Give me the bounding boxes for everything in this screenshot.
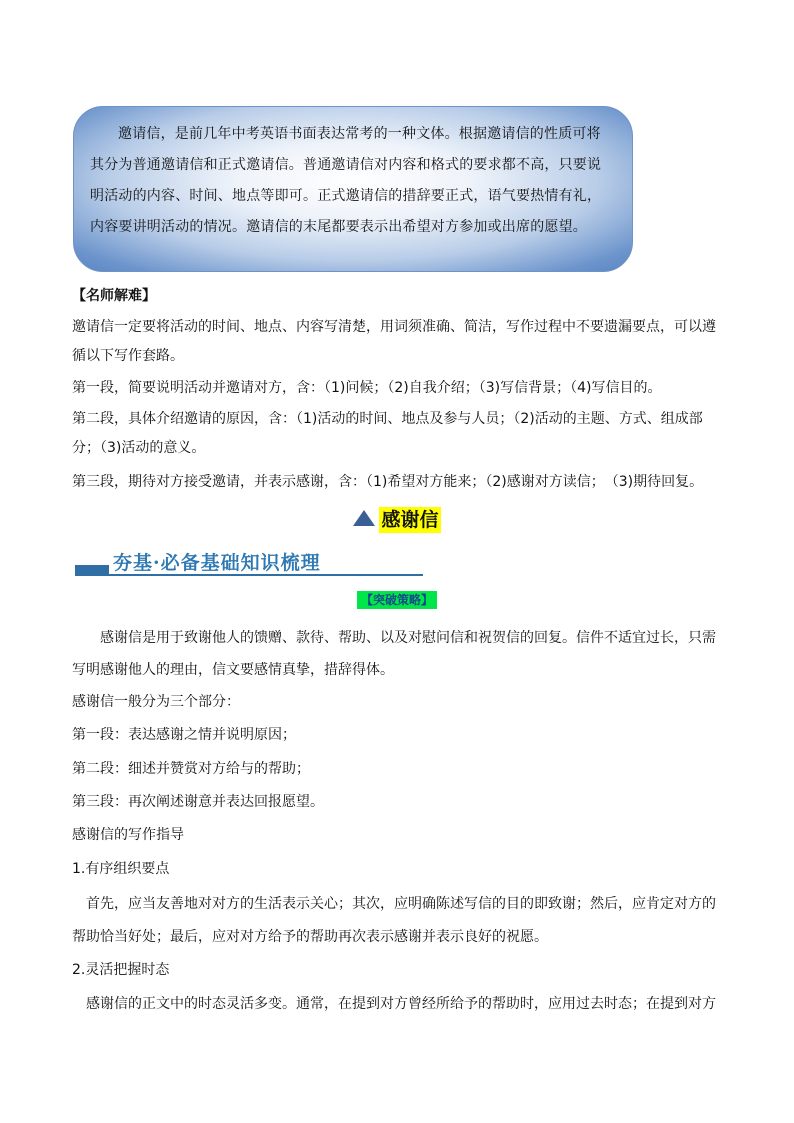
strategy-tag: 【突破策略】 [357, 591, 437, 609]
content-paragraph-10: 感谢信的正文中的时态灵活多变。通常，在提到对方曾经所给予的帮助时，应用过去时态；在提到对方 [86, 996, 716, 1012]
intro-line-3: 明活动的内容、时间、地点等即可。正式邀请信的措辞要正式，语气要热情有礼， [90, 188, 602, 204]
content-paragraph-4: 第二段：细述并赞赏对方给与的帮助； [72, 761, 310, 777]
section-banner [75, 548, 425, 578]
strategy-tag-row [0, 589, 794, 609]
teacher-paragraph-2: 第一段，简要说明活动并邀请对方，含：（1)问候；（2)自我介绍；（3)写信背景；（4)写信目的。 [72, 380, 662, 396]
content-paragraph-9: 2.灵活把握时态 [72, 962, 170, 978]
section-title [0, 507, 794, 533]
triangle-icon [353, 510, 375, 526]
content-paragraph-6: 感谢信的写作指导 [72, 827, 184, 843]
intro-callout-box [73, 106, 633, 272]
content-paragraph-5: 第三段：再次阐述谢意并表达回报愿望。 [72, 794, 324, 810]
teacher-paragraph-4: 第三段，期待对方接受邀请，并表示感谢，含：（1)希望对方能来；（2)感谢对方读信； （3)期待回复。 [72, 474, 704, 490]
teacher-heading: 【名师解难】 [72, 288, 156, 304]
banner-title: 夯基·必备基础知识梳理 [113, 552, 321, 574]
intro-line-1: 邀请信，是前几年中考英语书面表达常考的一种文体。根据邀请信的性质可将 [118, 126, 601, 142]
intro-line-2: 其分为普通邀请信和正式邀请信。普通邀请信对内容和格式的要求都不高，只要说 [90, 157, 602, 173]
section-title-text: 感谢信 [381, 509, 439, 531]
teacher-paragraph-1: 邀请信一定要将活动的时间、地点、内容写清楚，用词须准确、简洁，写作过程中不要遗漏要点，可以遵循以下写作套路。 [72, 319, 716, 364]
teacher-paragraph-3: 第二段，具体介绍邀请的原因，含：（1)活动的时间、地点及参与人员；（2)活动的主题、方式、组成部分；（3)活动的意义。 [72, 411, 703, 456]
content-paragraph-2: 感谢信一般分为三个部分： [72, 694, 240, 710]
content-paragraph-1: 感谢信是用于致谢他人的馈赠、款待、帮助、以及对慰问信和祝贺信的回复。信件不适宜过长，只需写明感谢他人的理由，信文要感情真挚，措辞得体。 [72, 630, 716, 678]
content-paragraph-8: 首先，应当友善地对对方的生活表示关心；其次，应明确陈述写信的目的即致谢；然后，应肯定对方的帮助恰当好处；最后，应对对方给予的帮助再次表示感谢并表示良好的祝愿。 [72, 896, 716, 945]
intro-line-4: 内容要讲明活动的情况。邀请信的末尾都要表示出希望对方参加或出席的愿望。 [90, 219, 587, 235]
content-paragraph-3: 第一段：表达感谢之情并说明原因； [72, 727, 296, 743]
content-paragraph-7: 1.有序组织要点 [72, 861, 170, 877]
